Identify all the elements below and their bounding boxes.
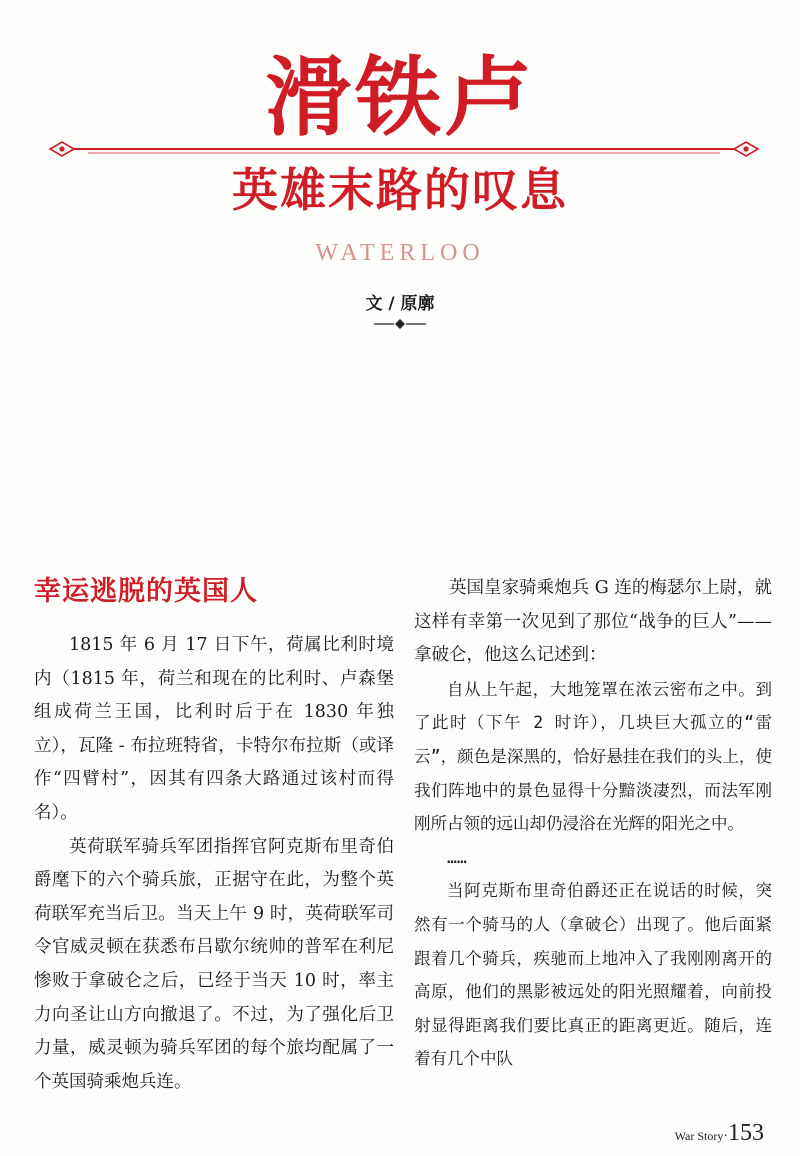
paragraph: 英国皇家骑乘炮兵 G 连的梅瑟尔上尉，就这样有幸第一次见到了那位“战争的巨人”——拿破仑，他这么记述到： [414, 578, 772, 666]
section-heading: 幸运逃脱的英国人 [34, 576, 258, 607]
byline-ornament [372, 318, 428, 330]
quoted-paragraph: 自从上午起，大地笼罩在浓云密布之中。到了此时（下午 2 时许），几块巨大孤立的“雷云”，颜色是深黑的，恰好悬挂在我们的头上，使我们阵地中的景色显得十分黯淡凄烈，而法军刚刚所占领的远山却仍浸浴在光辉的阳光之中。 [414, 679, 772, 834]
magazine-name: War Story [674, 1129, 724, 1143]
page-subtitle: 英雄末路的叹息 [232, 163, 568, 217]
author-byline: 文 / 原廓 [365, 294, 435, 314]
left-column [34, 572, 394, 1099]
title-divider-ornament [48, 138, 760, 160]
right-column [414, 572, 772, 1076]
page-title: 滑铁卢 [265, 47, 535, 148]
paragraph: 1815 年 6 月 17 日下午，荷属比利时境内（1815 年，荷兰和现在的比利时、卢森堡组成荷兰王国，比利时后于在 1830 年独立），瓦隆 - 布拉班特省，卡特尔布拉斯（或译作“四臂村”，因其有四条大路通过该村而得名）。 [34, 635, 394, 823]
page-number: 153 [728, 1120, 764, 1146]
quoted-paragraph: 当阿克斯布里奇伯爵还正在说话的时候，突然有一个骑马的人（拿破仑）出现了。他后面紧跟着几个骑兵，疾驰而上地冲入了我刚刚离开的高原，他们的黑影被远处的阳光照耀着，向前投射显得距离我们要比真正的距离更近。随后，连着有几个中队 [414, 881, 772, 1069]
paragraph: 英荷联军骑兵军团指挥官阿克斯布里奇伯爵麾下的六个骑兵旅，正据守在此，为整个英荷联军充当后卫。当天上午 9 时，英荷联军司令官威灵顿在获悉布吕歇尔统帅的普军在利尼惨败于拿破仑之后，已经于当天 10 时，率主力向圣让山方向撤退了。不过，为了强化后卫力量，威灵顿为骑兵军团的每个旅均配属了一个英国骑乘炮兵连。 [34, 836, 394, 1092]
ellipsis: …… [447, 847, 467, 867]
footer-separator: · [723, 1129, 728, 1144]
page-footer [675, 1120, 764, 1147]
english-title: WATERLOO [315, 240, 485, 266]
